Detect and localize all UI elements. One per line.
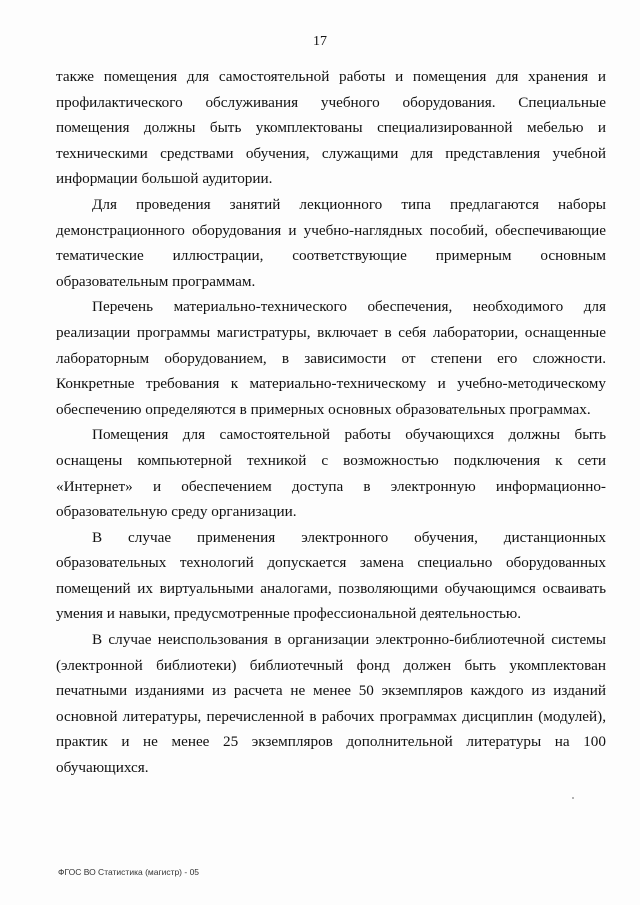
paragraph-self-study-premises: Помещения для самостоятельной работы обучающихся должны быть оснащены компьютерной техникой с возможностью подключения к сети «Интернет» и обеспечением доступа в электронную информационно-образовательную среду организации. (56, 426, 606, 521)
paragraph-e-learning: В случае применения электронного обучения, дистанционных образовательных технологий допускается замена специально оборудованных помещений их виртуальными аналогами, позволяющими обучающимся осваивать умения и навыки, предусмотренные профессиональной деятельностью. (56, 528, 606, 623)
page-footer: ФГОС ВО Статистика (магистр) - 05 (58, 867, 200, 877)
body-text (56, 64, 606, 781)
paragraph-material-support: Перечень материально-технического обеспечения, необходимого для реализации программы магистратуры, включает в себя лаборатории, оснащенные лабораторным оборудованием, в зависимости от степени его сложности. Конкретные требования к материально-техническому и учебно-методическому обеспечению определяются в примерных основных образовательных программах. (56, 298, 606, 418)
paragraph-library-fund: В случае неиспользования в организации электронно-библиотечной системы (электронной библиотеки) библиотечный фонд должен быть укомплектован печатными изданиями из расчета не менее 50 экземпляров каждого из изданий основной литературы, перечисленной в рабочих программах дисциплин (модулей), практик и не менее 25 экземпляров дополнительной литературы на 100 обучающихся. (56, 631, 606, 777)
scan-speck (572, 797, 574, 799)
paragraph-premises-continuation: также помещения для самостоятельной работы и помещения для хранения и профилактического обслуживания учебного оборудования. Специальные помещения должны быть укомплектованы специализированной мебелью и техническими средствами обучения, служащими для представления учебной информации большой аудитории. (56, 68, 606, 188)
paragraph-lecture-sets: Для проведения занятий лекционного типа предлагаются наборы демонстрационного оборудования и учебно-наглядных пособий, обеспечивающие тематические иллюстрации, соответствующие примерным основным образовательным программам. (56, 195, 606, 290)
page-number: 17 (313, 34, 327, 49)
